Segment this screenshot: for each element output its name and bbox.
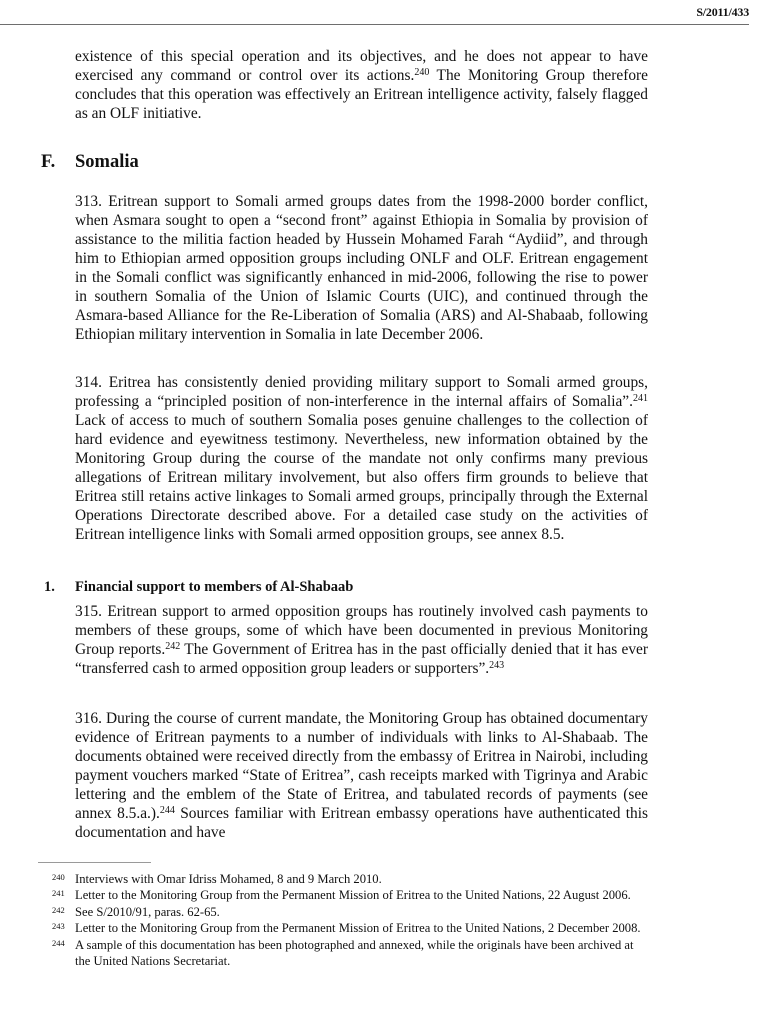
footnote-text: Interviews with Omar Idriss Mohamed, 8 and 9 March 2010.: [75, 872, 382, 886]
paragraph-text: Sources familiar with Eritrean embassy operations have authenticated this documentation and have: [75, 805, 648, 841]
footnote-number: 242: [52, 904, 65, 915]
footnotes-list: [52, 871, 652, 969]
footnote-number: 244: [52, 937, 65, 948]
paragraph-315: [75, 602, 648, 678]
header-rule: [0, 24, 749, 25]
paragraph-text: Lack of access to much of southern Somalia poses genuine challenges to the collection of hard evidence and eyewitness testimony. Nevertheless, new information obtained by the Monitoring Group during the course of the mandate not only confirms many previous allegations of Eritrean military involvement, but also offers firm grounds to believe that Eritrea still retains active linkages to Somali armed groups, principally through the External Operations Directorate described above. For a detailed case study on the activities of Eritrean intelligence links with Somali armed opposition groups, see annex 8.5.: [75, 412, 648, 543]
footnote-240: [52, 871, 652, 887]
paragraph-text: 314. Eritrea has consistently denied providing military support to Somali armed groups, professing a “principled position of non-interference in the internal affairs of Somalia”.: [75, 374, 648, 410]
paragraph-316: [75, 709, 648, 842]
footnote-text: Letter to the Monitoring Group from the Permanent Mission of Eritrea to the United Nations, 2 December 2008.: [75, 921, 641, 936]
paragraph-text: existence of this special operation and its objectives, and he does not appear to have exercised any command or control over its actions.: [75, 48, 648, 84]
subsection-heading: [44, 578, 353, 596]
footnote-241: [52, 887, 652, 903]
footnote-243: [52, 920, 652, 936]
subsection-number: 1.: [44, 579, 55, 595]
paragraph-text: The Government of Eritrea has in the past officially denied that it has ever “transferred cash to armed opposition group leaders or supporters”.: [75, 641, 648, 677]
footnote-ref-241[interactable]: 241: [633, 393, 648, 404]
footnote-text: A sample of this documentation has been photographed and annexed, while the originals have been archived at the United Nations Secretariat.: [75, 937, 634, 969]
continuation-paragraph: [75, 47, 648, 123]
footnote-number: 241: [52, 888, 65, 899]
footnote-ref-243[interactable]: 243: [489, 660, 505, 671]
footnote-ref-242[interactable]: 242: [165, 641, 181, 652]
subsection-title: Financial support to members of Al-Shabaab: [75, 579, 354, 595]
paragraph-text: 313. Eritrean support to Somali armed groups dates from the 1998-2000 border conflict, when Asmara sought to open a “second front” against Ethiopia in Somalia by provision of assistance to the militia faction headed by Hussein Mohamed Farah “Aydiid”, and through him to Ethiopian armed opposition groups including ONLF and OLF. Eritrean engagement in the Somali conflict was significantly enhanced in mid-2006, following the rise to power in southern Somalia of the Union of Islamic Courts (UIC), and continued through the Asmara-based Alliance for the Re-Liberation of Somalia (ARS) and Al-Shabaab, following Ethiopian military intervention in Somalia in late December 2006.: [75, 193, 648, 343]
paragraph-314: [75, 373, 648, 544]
footnote-ref-244[interactable]: 244: [159, 805, 175, 816]
footnote-244: [52, 937, 652, 970]
document-symbol: S/2011/433: [696, 5, 749, 19]
footnote-number: 243: [52, 921, 65, 932]
footnote-ref-240[interactable]: 240: [414, 67, 430, 78]
section-letter: F.: [41, 152, 56, 172]
paragraph-text: The Monitoring Group therefore concludes that this operation was effectively an Eritrean intelligence activity, falsely flagged as an OLF initiative.: [75, 67, 648, 122]
footnote-242: [52, 904, 652, 920]
footnote-text: See S/2010/91, paras. 62-65.: [75, 904, 220, 919]
section-title: Somalia: [75, 152, 139, 172]
paragraph-text: 315. Eritrean support to armed opposition groups has routinely involved cash payments to members of these groups, some of which have been documented in previous Monitoring Group reports.: [75, 603, 648, 658]
paragraph-text: 316. During the course of current mandate, the Monitoring Group has obtained documentary evidence of Eritrean payments to a number of individuals with links to Al-Shabaab. The documents obtained were received directly from the embassy of Eritrea in Nairobi, including payment vouchers marked “State of Eritrea”, cash receipts marked with Tigrinya and Arabic lettering and the emblem of the State of Eritrea, and tabulated records of payments (see annex 8.5.a.).: [75, 710, 648, 822]
footnote-separator: [38, 862, 151, 863]
paragraph-313: [75, 192, 648, 344]
footnote-number: 240: [52, 872, 65, 882]
section-heading: [41, 151, 139, 173]
footnote-text: Letter to the Monitoring Group from the Permanent Mission of Eritrea to the United Nations, 22 August 2006.: [75, 888, 631, 903]
